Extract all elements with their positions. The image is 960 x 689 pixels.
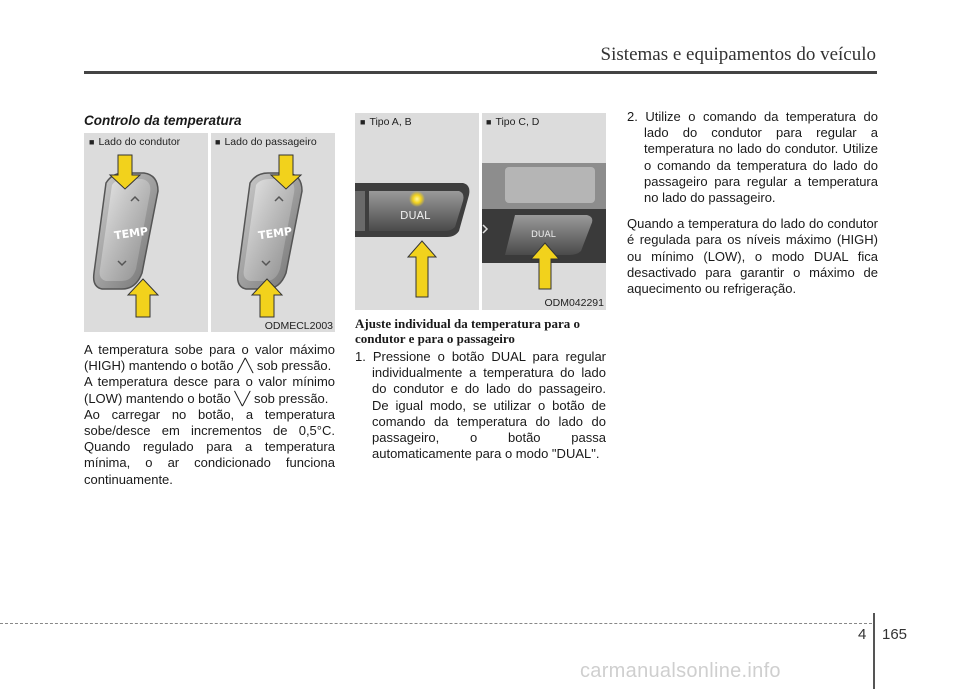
list-item: 1. Pressione o botão DUAL para regular individualmente a temperatura do lado do condutor e do lado do passageiro. De igual modo, se utilizar o botão de comando da temperatura do lado do passageiro, o botão passa automaticamente para o modo "DUAL". xyxy=(355,349,606,462)
figure-label-driver: ■ Lado do condutor xyxy=(89,136,181,148)
text-column-3 xyxy=(627,109,878,297)
text-column-2 xyxy=(355,316,606,462)
page-number: 165 xyxy=(882,626,908,643)
square-bullet-icon: ■ xyxy=(89,137,95,147)
section-title: Controlo da temperatura xyxy=(84,113,242,128)
figure-dual-buttons xyxy=(355,113,606,310)
list-item: 2. Utilize o comando da temperatura do lado do condutor para regular a temperatura no lado do condutor. Utilize o comando da temperatura do lado do passageiro para regular a temperatura no lado do passageiro. xyxy=(627,109,878,206)
chevron-up-icon: ╱╲ xyxy=(237,358,254,374)
dual-buttons-drawing xyxy=(355,113,606,310)
subheading-dual: Ajuste individual da temperatura para o condutor e para o passageiro xyxy=(355,316,580,346)
paragraph-dual-off: Quando a temperatura do lado do condutor é regulada para os níveis máximo (HIGH) ou mínimo (LOW), o modo DUAL fica desactivado para garantir o máximo de aquecimento ou refrigeração. xyxy=(627,216,878,297)
figure-label-passenger: ■ Lado do passageiro xyxy=(215,136,317,148)
arrow-up-icon xyxy=(408,241,436,297)
paragraph-lower: A temperatura desce para o valor mínimo (LOW) mantendo o botão ╲╱ sob pressão. xyxy=(84,374,335,406)
square-bullet-icon: ■ xyxy=(215,137,221,147)
square-bullet-icon: ■ xyxy=(360,117,366,127)
paragraph-raise: A temperatura sobe para o valor máximo (HIGH) mantendo o botão ╱╲ sob pressão. xyxy=(84,342,335,374)
figure-label-type-cd: ■ Tipo C, D xyxy=(486,116,540,128)
square-bullet-icon: ■ xyxy=(486,117,492,127)
indicator-light-icon xyxy=(409,191,425,207)
watermark: carmanualsonline.info xyxy=(580,660,781,682)
knob-text: TEMP xyxy=(257,224,293,243)
header-rule xyxy=(84,71,877,74)
paragraph-increments: Ao carregar no botão, a temperatura sobe/desce em incrementos de 0,5°C. Quando regulado para a temperatura mínima, o ar condicionado funciona continuamente. xyxy=(84,406,335,487)
footer-divider xyxy=(873,613,875,689)
footer-rule xyxy=(0,623,872,624)
chapter-number: 4 xyxy=(858,626,867,643)
chevron-down-icon: ╲╱ xyxy=(234,390,251,406)
temp-knob-driver xyxy=(94,155,158,317)
temp-knob-passenger xyxy=(238,155,302,317)
figure-temp-controls xyxy=(84,133,335,332)
figure-label-type-ab: ■ Tipo A, B xyxy=(360,116,412,128)
button-text: DUAL xyxy=(400,209,431,222)
dual-button-type-ab xyxy=(355,183,469,297)
figure-code: ODMECL2003 xyxy=(264,320,333,332)
temp-knobs-drawing xyxy=(84,133,335,332)
text-column-1 xyxy=(84,342,335,488)
dual-button-type-cd xyxy=(482,163,606,289)
figure-code: ODM042291 xyxy=(544,297,604,309)
knob-text: TEMP xyxy=(113,224,149,243)
running-header: Sistemas e equipamentos do veículo xyxy=(600,44,876,65)
button-text: DUAL xyxy=(531,230,556,240)
